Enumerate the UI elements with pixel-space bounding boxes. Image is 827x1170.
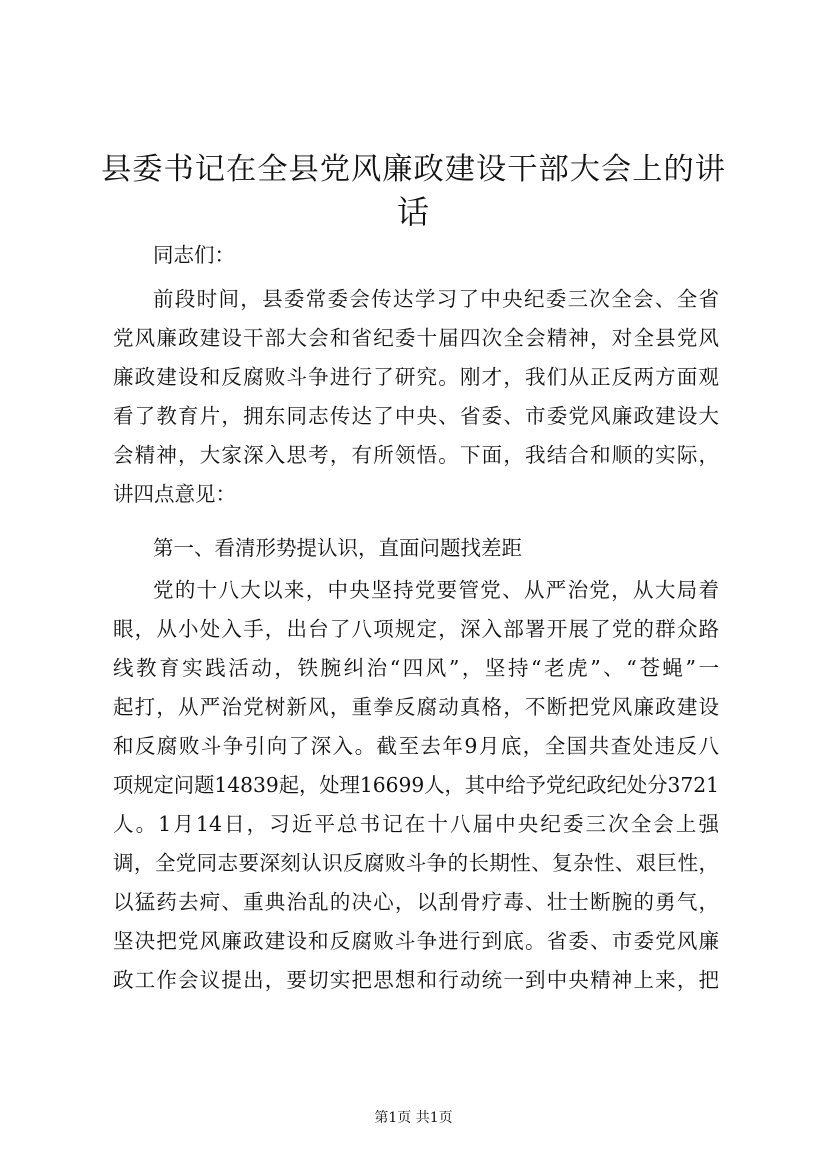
- paragraph-line: 讲四点意见：: [113, 482, 236, 506]
- paragraph-line: 政工作会议提出，要切实把思想和行动统一到中央精神上来，把: [113, 968, 719, 992]
- paragraph-line: 眼，从小处入手，出台了八项规定，深入部署开展了党的群众路: [113, 617, 719, 641]
- page-number-footer: 第1页 共1页: [374, 1110, 453, 1126]
- salutation: 同志们：: [153, 243, 235, 267]
- paragraph-line: 线教育实践活动，铁腕纠治“四风”，坚持“老虎”、“苍蝇”一: [113, 656, 719, 680]
- paragraph-line: 起打，从严治党树新风，重拳反腐动真格，不断把党风廉政建设: [113, 695, 719, 719]
- paragraph-line: 人。1月14日，习近平总书记在十八届中央纪委三次全会上强: [113, 812, 719, 836]
- paragraph-line: 党风廉政建设干部大会和省纪委十届四次全会精神，对全县党风: [113, 326, 719, 350]
- document-title-line-2: 话: [396, 193, 430, 231]
- paragraph-line: 党的十八大以来，中央坚持党要管党、从严治党，从大局着: [153, 578, 719, 602]
- paragraph-line: 前段时间，县委常委会传达学习了中央纪委三次全会、全省: [153, 287, 719, 311]
- document-title-line-1: 县委书记在全县党风廉政建设干部大会上的讲: [100, 152, 726, 187]
- paragraph-line: 廉政建设和反腐败斗争进行了研究。刚才，我们从正反两方面观: [113, 365, 719, 389]
- paragraph-line: 项规定问题14839起，处理16699人，其中给予党纪政纪处分3721: [113, 773, 719, 797]
- paragraph-line: 和反腐败斗争引向了深入。截至去年9月底，全国共查处违反八: [113, 734, 719, 758]
- paragraph-line: 坚决把党风廉政建设和反腐败斗争进行到底。省委、市委党风廉: [113, 929, 719, 953]
- paragraph-line: 调，全党同志要深刻认识反腐败斗争的长期性、复杂性、艰巨性，: [113, 851, 719, 875]
- section-heading: 第一、看清形势提认识，直面问题找差距: [153, 536, 522, 560]
- paragraph-line: 以猛药去疴、重典治乱的决心，以刮骨疗毒、壮士断腕的勇气，: [113, 890, 719, 914]
- paragraph-line: 看了教育片，拥东同志传达了中央、省委、市委党风廉政建设大: [113, 404, 719, 428]
- paragraph-line: 会精神，大家深入思考，有所领悟。下面，我结合和顺的实际，: [113, 443, 719, 467]
